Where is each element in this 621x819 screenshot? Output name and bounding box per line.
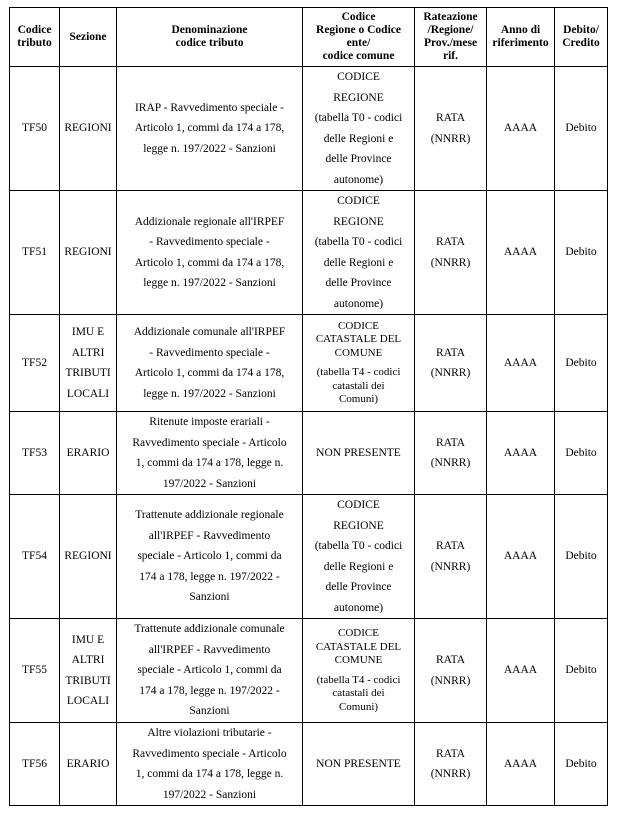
header-codice-regione: Codice Regione o Codice ente/ codice comune — [303, 8, 415, 67]
table-row — [10, 619, 608, 723]
header-codice-tributo: Codice tributo — [10, 8, 60, 67]
sezione-cell: REGIONI — [60, 495, 117, 619]
denominazione-cell: Addizionale regionale all'IRPEF - Ravvedimento speciale - Articolo 1, commi da 174 a 178, legge n. 197/2022 - Sanzioni — [117, 191, 303, 315]
table-row — [10, 723, 608, 806]
debito-credito-cell: Debito — [555, 723, 608, 806]
anno-cell: AAAA — [487, 619, 555, 723]
header-denominazione: Denominazione codice tributo — [117, 8, 303, 67]
table-row — [10, 315, 608, 412]
rateazione-cell: RATA (NNRR) — [415, 723, 487, 806]
rateazione-cell: RATA (NNRR) — [415, 191, 487, 315]
sezione-cell: REGIONI — [60, 191, 117, 315]
header-row — [10, 8, 608, 67]
rateazione-cell: RATA (NNRR) — [415, 412, 487, 495]
sezione-cell: REGIONI — [60, 67, 117, 191]
table-row — [10, 495, 608, 619]
denominazione-cell: IRAP - Ravvedimento speciale - Articolo 1, commi da 174 a 178, legge n. 197/2022 - Sanzioni — [117, 67, 303, 191]
anno-cell: AAAA — [487, 495, 555, 619]
debito-credito-cell: Debito — [555, 619, 608, 723]
debito-credito-cell: Debito — [555, 315, 608, 412]
rateazione-cell: RATA (NNRR) — [415, 67, 487, 191]
debito-credito-cell: Debito — [555, 191, 608, 315]
anno-cell: AAAA — [487, 191, 555, 315]
anno-cell: AAAA — [487, 67, 555, 191]
codice-tributo-cell: TF51 — [10, 191, 60, 315]
rateazione-cell: RATA (NNRR) — [415, 495, 487, 619]
table-row — [10, 191, 608, 315]
table-row — [10, 67, 608, 191]
header-sezione: Sezione — [60, 8, 117, 67]
debito-credito-cell: Debito — [555, 67, 608, 191]
codice-catastale-cell: CODICE CATASTALE DEL COMUNE (tabella T4 - codici catastali dei Comuni) — [303, 619, 415, 723]
codice-tributo-cell: TF54 — [10, 495, 60, 619]
denominazione-cell: Addizionale comunale all'IRPEF - Ravvedimento speciale - Articolo 1, commi da 174 a 178, legge n. 197/2022 - Sanzioni — [117, 315, 303, 412]
sezione-cell: ERARIO — [60, 412, 117, 495]
denominazione-cell: Ritenute imposte erariali - Ravvedimento speciale - Articolo 1, commi da 174 a 178, legge n. 197/2022 - Sanzioni — [117, 412, 303, 495]
denominazione-cell: Altre violazioni tributarie - Ravvedimento speciale - Articolo 1, commi da 174 a 178, legge n. 197/2022 - Sanzioni — [117, 723, 303, 806]
anno-cell: AAAA — [487, 412, 555, 495]
header-debito-credito: Debito/ Credito — [555, 8, 608, 67]
debito-credito-cell: Debito — [555, 495, 608, 619]
codice-regione-cell: CODICE REGIONE (tabella T0 - codici delle Regioni e delle Province autonome) — [303, 495, 415, 619]
anno-cell: AAAA — [487, 723, 555, 806]
header-anno-riferimento: Anno di riferimento — [487, 8, 555, 67]
anno-cell: AAAA — [487, 315, 555, 412]
sezione-cell: IMU E ALTRI TRIBUTI LOCALI — [60, 619, 117, 723]
sezione-cell: IMU E ALTRI TRIBUTI LOCALI — [60, 315, 117, 412]
codice-tributo-cell: TF50 — [10, 67, 60, 191]
rateazione-cell: RATA (NNRR) — [415, 619, 487, 723]
table-row — [10, 412, 608, 495]
codice-tributo-cell: TF52 — [10, 315, 60, 412]
sezione-cell: ERARIO — [60, 723, 117, 806]
codice-tributo-cell: TF56 — [10, 723, 60, 806]
codice-regione-cell: NON PRESENTE — [303, 412, 415, 495]
codice-catastale-cell: CODICE CATASTALE DEL COMUNE (tabella T4 - codici catastali dei Comuni) — [303, 315, 415, 412]
codice-regione-cell: CODICE REGIONE (tabella T0 - codici delle Regioni e delle Province autonome) — [303, 67, 415, 191]
codice-tributo-cell: TF55 — [10, 619, 60, 723]
denominazione-cell: Trattenute addizionale regionale all'IRPEF - Ravvedimento speciale - Articolo 1, commi da 174 a 178, legge n. 197/2022 - Sanzioni — [117, 495, 303, 619]
rateazione-cell: RATA (NNRR) — [415, 315, 487, 412]
header-rateazione: Rateazione /Regione/ Prov./mese rif. — [415, 8, 487, 67]
debito-credito-cell: Debito — [555, 412, 608, 495]
codice-regione-cell: NON PRESENTE — [303, 723, 415, 806]
codici-tributo-table — [9, 7, 608, 806]
codice-tributo-cell: TF53 — [10, 412, 60, 495]
codice-regione-cell: CODICE REGIONE (tabella T0 - codici delle Regioni e delle Province autonome) — [303, 191, 415, 315]
denominazione-cell: Trattenute addizionale comunale all'IRPEF - Ravvedimento speciale - Articolo 1, commi da 174 a 178, legge n. 197/2022 - Sanzioni — [117, 619, 303, 723]
